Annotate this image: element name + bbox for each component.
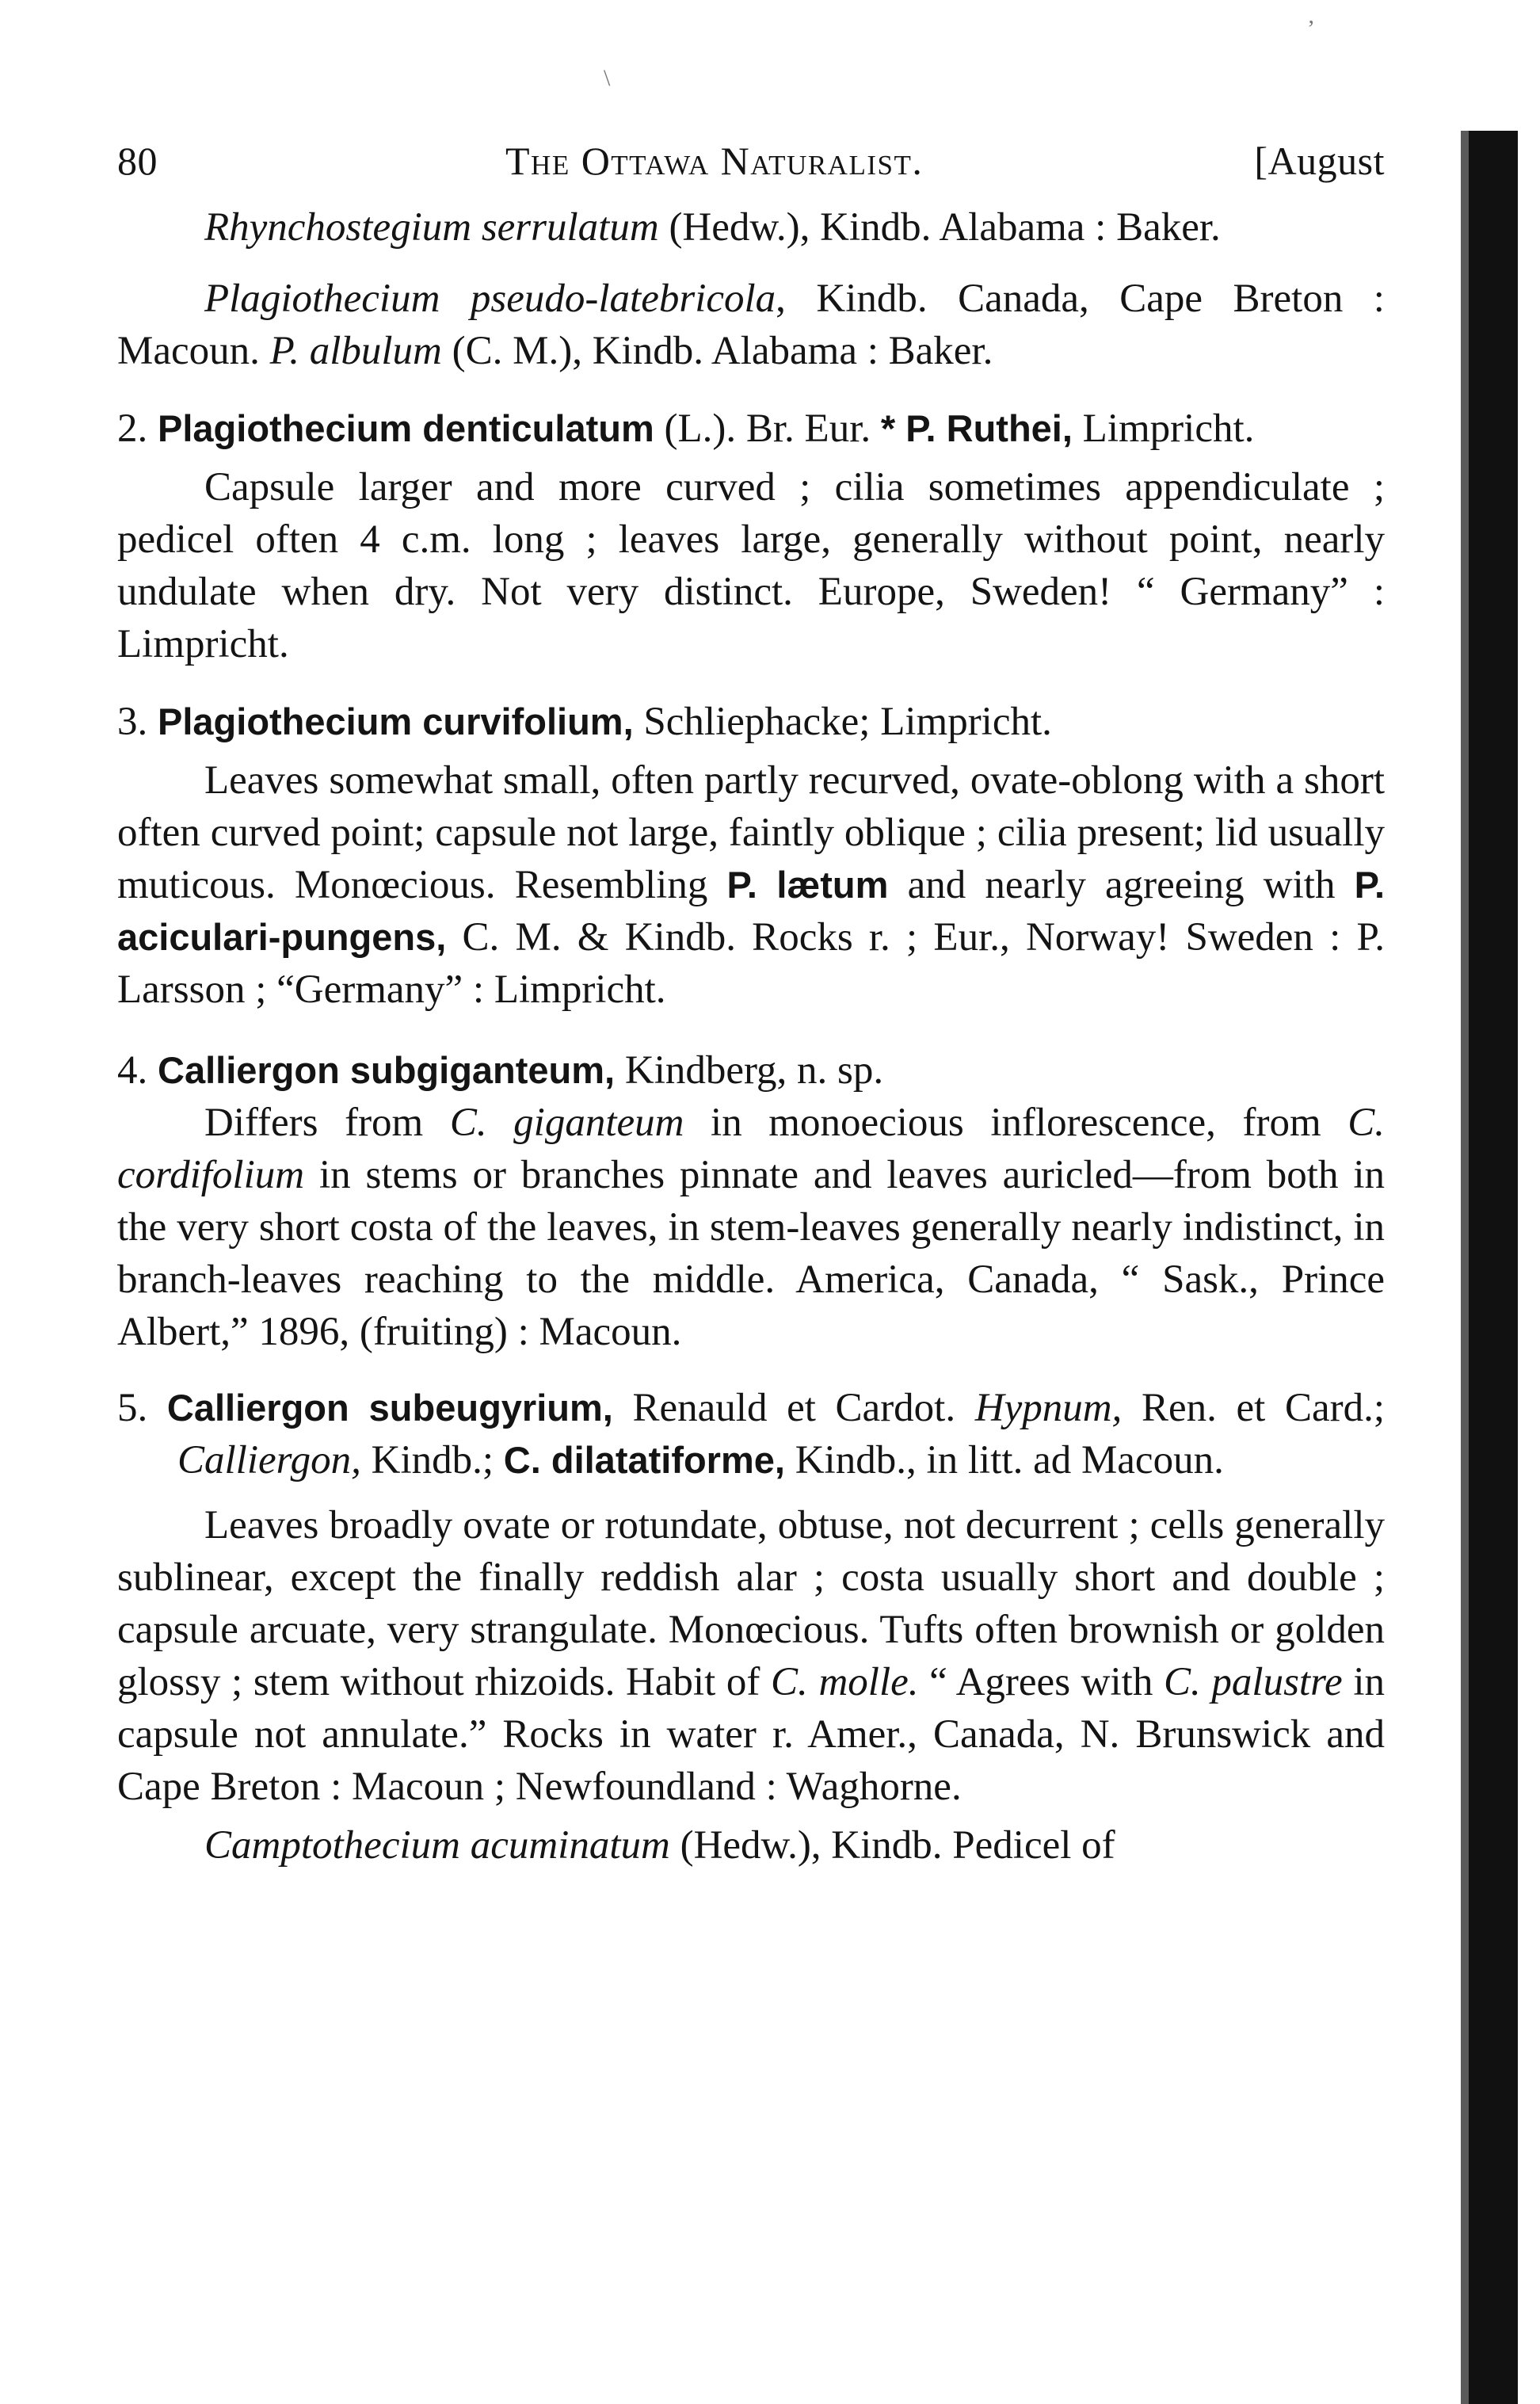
entry-number: 3.: [117, 700, 148, 744]
species-name: C. molle.: [771, 1660, 919, 1704]
species-name: Rhynchostegium serrulatum: [204, 205, 659, 250]
species-name: P. lætum: [726, 864, 889, 906]
entry-5-description: [117, 1499, 1385, 1813]
entry-3-description: [117, 754, 1385, 1016]
entry-text: in capsule not annulate.” Rocks in water r. Amer., Canada, N. Brunswick and Cape Breton : Macoun ; Newfoundland : Waghorne.: [117, 1660, 1385, 1809]
entry-5-heading: [117, 1382, 1385, 1486]
variety-name: * P. Ruthei,: [880, 407, 1073, 449]
entry-plagiothecium-pseudo: [117, 273, 1385, 377]
entry-4-description: [117, 1097, 1385, 1358]
entry-number: 2.: [117, 406, 148, 451]
entry-2-description: Capsule larger and more curved ; cilia sometimes appendiculate ; pedicel often 4 c.m. long ; leaves large, generally without point, nearly undulate when dry. Not very distinct. Europe, Sweden! “ Germany” : Limpricht.: [117, 465, 1385, 666]
synonym-name: Hypnum,: [974, 1386, 1123, 1430]
authority: Ren. et Card.;: [1122, 1386, 1386, 1430]
entry-text: Differs from: [204, 1101, 450, 1145]
entry-3-heading: [117, 696, 1385, 748]
entry-text: , Kindb. Canada, Cape Breton : Macoun.: [117, 277, 1385, 373]
authority: Limpricht.: [1072, 406, 1255, 451]
entry-text: (Hedw.), Kindb. Alabama : Baker.: [658, 205, 1221, 250]
authority: (L.). Br. Eur.: [654, 406, 881, 451]
synonym-name: C. dilatatiforme,: [503, 1439, 785, 1481]
entry-text: and nearly agreeing with: [888, 863, 1355, 907]
entry-text: Leaves somewhat small, often partly recurved, ovate-oblong with a short often curved point; capsule not large, faintly oblique ; cilia present; lid usually muticous. Monœcious. Resembling: [117, 758, 1385, 907]
entry-4-heading: [117, 1044, 1385, 1097]
species-name: Plagiothecium denticulatum: [158, 407, 654, 449]
species-name: P. albulum: [269, 329, 442, 373]
species-name: Calliergon subeugyrium,: [166, 1387, 613, 1429]
species-name: Plagiothecium pseudo-latebricola: [204, 277, 776, 321]
authority: Schliephacke; Limpricht.: [633, 700, 1052, 744]
authority: Kindb.;: [360, 1438, 504, 1482]
entry-text: “ Agrees with: [918, 1660, 1164, 1704]
page-edge-shadow: [1469, 131, 1518, 2404]
entry-number: 4.: [117, 1048, 148, 1093]
entry-rhynchostegium: [117, 201, 1385, 254]
entry-text: (C. M.), Kindb. Alabama : Baker.: [441, 329, 993, 373]
synonym-name: Calliergon,: [177, 1438, 361, 1482]
journal-title: The Ottawa Naturalist.: [505, 139, 924, 183]
book-page: [117, 135, 1385, 1872]
authority: Kindberg, n. sp.: [615, 1048, 884, 1093]
authority: Renauld et Cardot.: [612, 1386, 975, 1430]
species-name: C. palustre: [1164, 1660, 1343, 1704]
species-name: Plagiothecium curvifolium,: [158, 700, 634, 742]
entry-text: Leaves broadly ovate or rotundate, obtuse, not decurrent ; cells generally sublinear, except the finally reddish alar ; costa usually short and double ; capsule arcuate, very strangulate. Monœcious. Tufts often brownish or golden glossy ; stem without rhizoids. Habit of: [117, 1503, 1385, 1704]
entry-text: (Hedw.), Kindb. Pedicel of: [669, 1823, 1115, 1868]
entry-camptothecium: [117, 1819, 1385, 1872]
issue-month: [August: [1254, 139, 1385, 183]
scan-speck: \: [604, 65, 611, 91]
species-name: C. giganteum: [449, 1101, 684, 1145]
species-name: C. cordifolium: [117, 1101, 1385, 1197]
running-header: [117, 135, 1385, 190]
species-name: Camptothecium acuminatum: [204, 1823, 670, 1868]
entry-text: in monoecious inflorescence, from: [684, 1101, 1348, 1145]
scan-speck: ʼ: [1307, 16, 1315, 42]
entry-number: 5.: [117, 1386, 148, 1430]
species-name: P. aciculari-pungens,: [117, 864, 1386, 958]
entry-text: in stems or branches pinnate and leaves auricled—from both in the very short costa of the leaves, in stem-leaves generally nearly indistinct, in branch-leaves reaching to the middle. America, Canada, “ Sask., Prince Albert,” 1896, (fruiting) : Macoun.: [117, 1153, 1385, 1354]
authority: Kindb., in litt. ad Macoun.: [784, 1438, 1224, 1482]
page-number: 80: [117, 139, 158, 183]
entry-2-heading: [117, 403, 1385, 455]
entry-text: C. M. & Kindb. Rocks r. ; Eur., Norway! Sweden : P. Larsson ; “Germany” : Limpricht.: [117, 915, 1385, 1012]
species-name: Calliergon subgiganteum,: [158, 1049, 616, 1091]
